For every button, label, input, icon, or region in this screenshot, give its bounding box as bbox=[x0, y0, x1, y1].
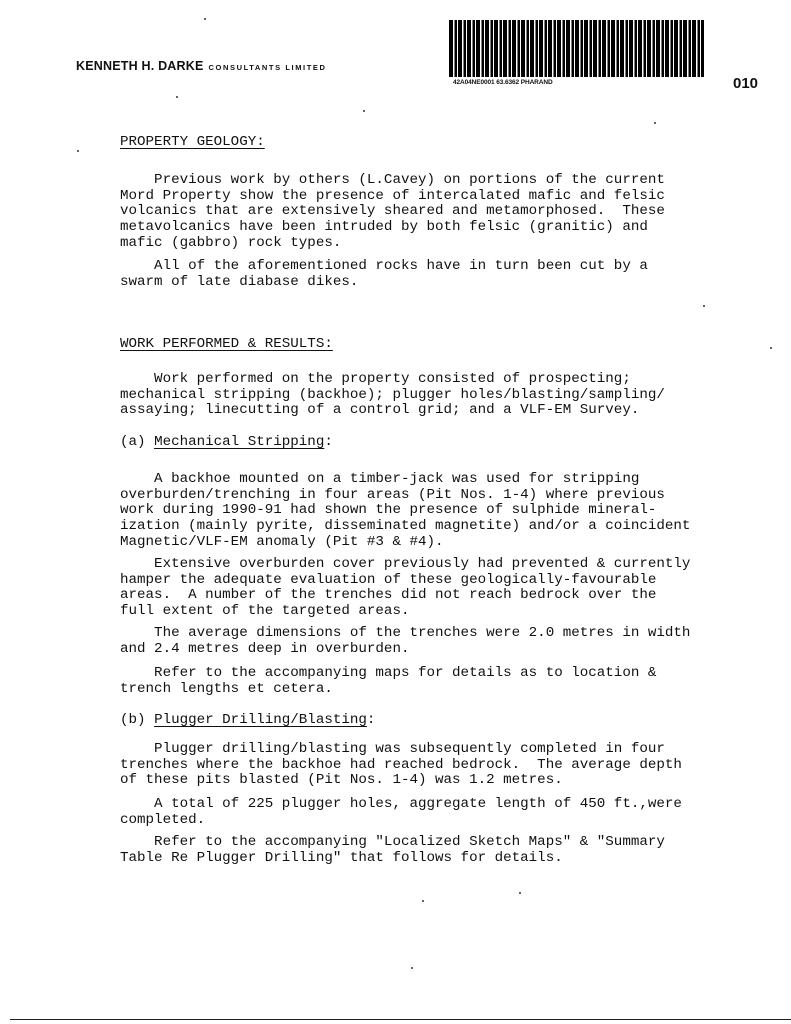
mechanical-stripping-paragraph-2: Extensive overburden cover previously had prevented & currently hamper the adequate evaluation of these geologically-favourable areas. A number of the trenches did not reach bedrock over the full extent of the targeted areas. bbox=[120, 556, 691, 620]
scan-speck bbox=[519, 892, 521, 894]
barcode-label: 42A04NE0001 63.6362 PHARAND bbox=[453, 79, 553, 86]
scan-speck bbox=[363, 110, 365, 112]
scan-speck bbox=[422, 900, 424, 902]
plugger-drilling-prefix: (b) bbox=[120, 712, 155, 728]
mechanical-stripping-prefix: (a) bbox=[120, 434, 155, 450]
plugger-drilling-colon: : bbox=[366, 712, 376, 728]
page-number: 010 bbox=[733, 75, 759, 92]
scan-speck bbox=[703, 305, 705, 307]
property-geology-heading: PROPERTY GEOLOGY: bbox=[120, 134, 265, 150]
plugger-drilling-title: Plugger Drilling/Blasting bbox=[154, 712, 367, 728]
mechanical-stripping-title: Mechanical Stripping bbox=[154, 434, 325, 450]
mechanical-stripping-colon: : bbox=[324, 434, 333, 450]
scan-speck bbox=[176, 96, 178, 98]
scan-speck bbox=[77, 150, 79, 152]
company-suffix: CONSULTANTS LIMITED bbox=[208, 63, 327, 72]
company-letterhead bbox=[76, 59, 327, 73]
scan-speck bbox=[770, 347, 772, 349]
work-performed-heading: WORK PERFORMED & RESULTS: bbox=[120, 336, 333, 352]
plugger-drilling-paragraph-1: Plugger drilling/blasting was subsequently completed in four trenches where the backhoe had reached bedrock. The average depth of these pits blasted (Pit Nos. 1-4) was 1.2 metres. bbox=[120, 741, 682, 789]
page-bottom-rule bbox=[10, 1019, 791, 1020]
property-geology-paragraph-1: Previous work by others (L.Cavey) on portions of the current Mord Property show the presence of intercalated mafic and felsic volcanics that are extensively sheared and metamorphosed. These metavolcanics have been intruded by both felsic (granitic) and mafic (gabbro) rock types. bbox=[120, 172, 665, 251]
scan-speck bbox=[204, 18, 206, 20]
barcode-image bbox=[449, 20, 704, 77]
property-geology-paragraph-2: All of the aforementioned rocks have in turn been cut by a swarm of late diabase dikes. bbox=[120, 258, 648, 290]
company-name: KENNETH H. DARKE bbox=[76, 59, 204, 73]
mechanical-stripping-paragraph-1: A backhoe mounted on a timber-jack was used for stripping overburden/trenching in four areas (Pit Nos. 1-4) where previous work during 1990-91 had shown the presence of sulphide mineral- ization (mainly pyrite, disseminated magnetite) and/or a coincident Magnetic/VLF-EM anomaly (Pit #3 & #4). bbox=[120, 471, 691, 550]
plugger-drilling-paragraph-3: Refer to the accompanying "Localized Sketch Maps" & "Summary Table Re Plugger Drilling" that follows for details. bbox=[120, 834, 665, 866]
scan-speck bbox=[654, 122, 656, 124]
mechanical-stripping-heading bbox=[120, 434, 333, 450]
plugger-drilling-heading bbox=[120, 712, 375, 728]
scan-speck bbox=[411, 967, 413, 969]
mechanical-stripping-paragraph-4: Refer to the accompanying maps for details as to location & trench lengths et cetera. bbox=[120, 665, 657, 697]
plugger-drilling-paragraph-2: A total of 225 plugger holes, aggregate length of 450 ft.,were completed. bbox=[120, 796, 682, 828]
work-performed-intro: Work performed on the property consisted of prospecting; mechanical stripping (backhoe); plugger holes/blasting/sampling/ assaying; linecutting of a control grid; and a VLF-EM Survey. bbox=[120, 371, 665, 419]
mechanical-stripping-paragraph-3: The average dimensions of the trenches were 2.0 metres in width and 2.4 metres deep in overburden. bbox=[120, 625, 691, 657]
